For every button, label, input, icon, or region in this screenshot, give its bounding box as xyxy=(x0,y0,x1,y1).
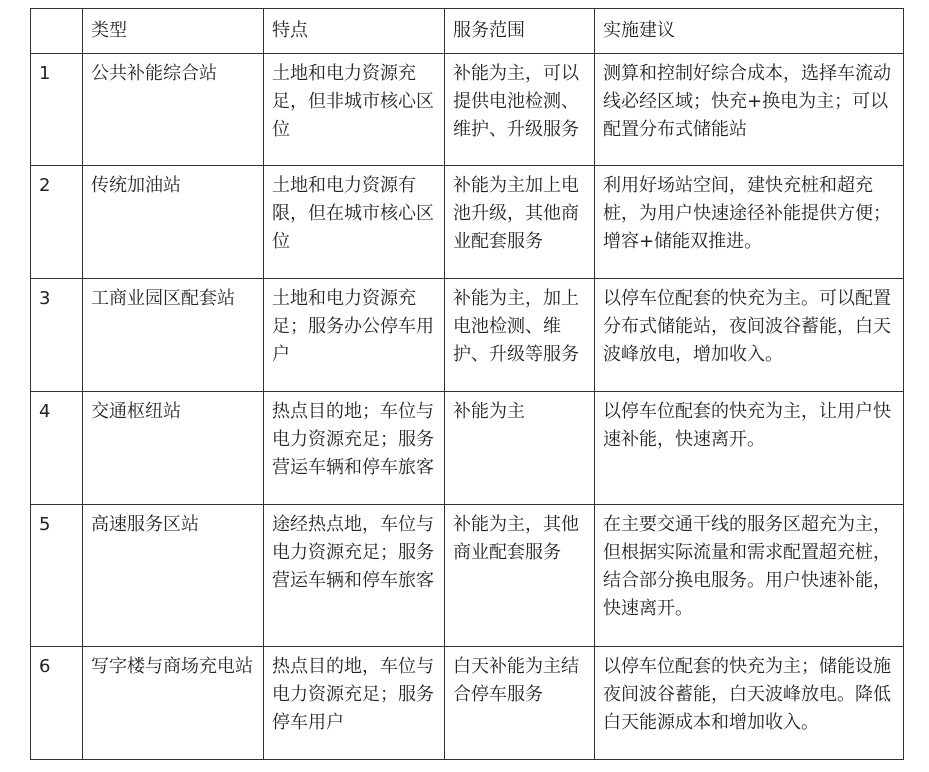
row-scope: 补能为主，可以提供电池检测、维护、升级服务 xyxy=(445,54,595,166)
row-advice: 以停车位配套的快充为主；储能设施夜间波谷蓄能，白天波峰放电。降低白天能源成本和增加收入。 xyxy=(595,647,904,760)
row-index: 4 xyxy=(31,392,83,505)
row-features: 土地和电力资源充足，但非城市核心区位 xyxy=(264,54,445,166)
header-type: 类型 xyxy=(83,9,264,54)
row-advice: 以停车位配套的快充为主，让用户快速补能，快速离开。 xyxy=(595,392,904,505)
row-features: 途经热点地，车位与电力资源充足；服务营运车辆和停车旅客 xyxy=(264,505,445,647)
row-type: 公共补能综合站 xyxy=(83,54,264,166)
table-row xyxy=(31,505,904,647)
header-row xyxy=(31,9,904,54)
table-row xyxy=(31,54,904,166)
row-advice: 在主要交通干线的服务区超充为主，但根据实际流量和需求配置超充桩，结合部分换电服务。用户快速补能，快速离开。 xyxy=(595,505,904,647)
row-features: 热点目的地，车位与电力资源充足；服务停车用户 xyxy=(264,647,445,760)
row-features: 热点目的地；车位与电力资源充足；服务营运车辆和停车旅客 xyxy=(264,392,445,505)
row-index: 1 xyxy=(31,54,83,166)
row-type: 传统加油站 xyxy=(83,166,264,279)
table-row xyxy=(31,647,904,760)
row-index: 2 xyxy=(31,166,83,279)
station-type-table xyxy=(30,8,904,760)
table-header xyxy=(31,9,904,54)
row-scope: 补能为主加上电池升级，其他商业配套服务 xyxy=(445,166,595,279)
row-advice: 以停车位配套的快充为主。可以配置分布式储能站，夜间波谷蓄能，白天波峰放电，增加收入。 xyxy=(595,279,904,392)
row-type: 交通枢纽站 xyxy=(83,392,264,505)
row-index: 6 xyxy=(31,647,83,760)
row-features: 土地和电力资源充足；服务办公停车用户 xyxy=(264,279,445,392)
row-scope: 补能为主 xyxy=(445,392,595,505)
table-body xyxy=(31,54,904,760)
row-advice: 利用好场站空间，建快充桩和超充桩，为用户快速途径补能提供方便；增容+储能双推进。 xyxy=(595,166,904,279)
header-index xyxy=(31,9,83,54)
row-type: 工商业园区配套站 xyxy=(83,279,264,392)
row-advice: 测算和控制好综合成本，选择车流动线必经区域；快充+换电为主；可以配置分布式储能站 xyxy=(595,54,904,166)
table-row xyxy=(31,166,904,279)
header-advice: 实施建议 xyxy=(595,9,904,54)
row-index: 5 xyxy=(31,505,83,647)
table-row xyxy=(31,279,904,392)
row-scope: 白天补能为主结合停车服务 xyxy=(445,647,595,760)
row-type: 写字楼与商场充电站 xyxy=(83,647,264,760)
table-row xyxy=(31,392,904,505)
header-features: 特点 xyxy=(264,9,445,54)
header-scope: 服务范围 xyxy=(445,9,595,54)
row-scope: 补能为主，加上电池检测、维护、升级等服务 xyxy=(445,279,595,392)
row-type: 高速服务区站 xyxy=(83,505,264,647)
row-features: 土地和电力资源有限，但在城市核心区位 xyxy=(264,166,445,279)
row-scope: 补能为主，其他商业配套服务 xyxy=(445,505,595,647)
row-index: 3 xyxy=(31,279,83,392)
